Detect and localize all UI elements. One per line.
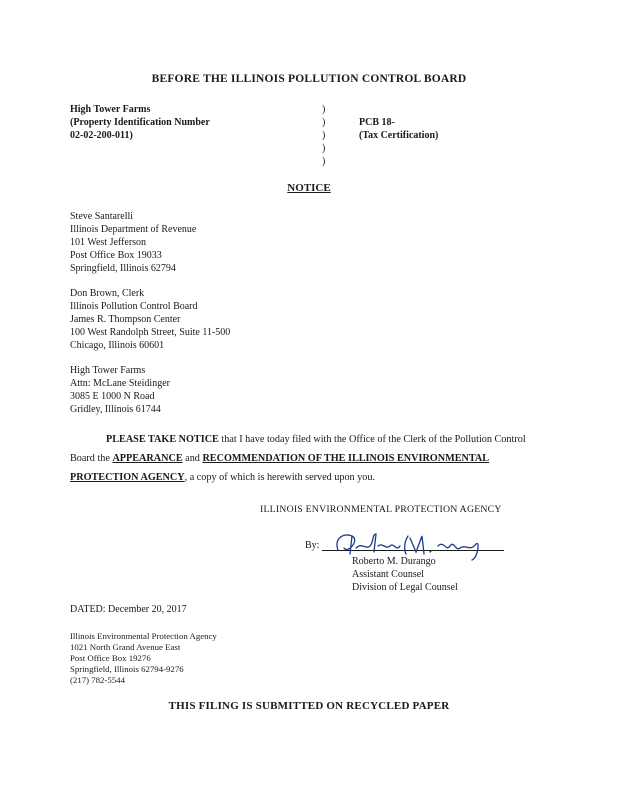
- caption-parens: [322, 103, 325, 168]
- address-line: Illinois Pollution Control Board: [70, 301, 198, 312]
- notice-lead: PLEASE TAKE NOTICE: [106, 434, 219, 445]
- notice-text: that I have today filed with the Office of the Clerk of the Pollution Control Board the: [70, 434, 526, 464]
- paren: ): [322, 130, 326, 141]
- address-line: Illinois Environmental Protection Agency: [70, 631, 217, 641]
- recycled-paper-footer: THIS FILING IS SUBMITTED ON RECYCLED PAPER: [168, 700, 450, 712]
- recipient-block: [70, 287, 230, 352]
- case-caption-left: [70, 103, 210, 142]
- case-caption-right: [359, 116, 438, 142]
- address-line: James R. Thompson Center: [70, 314, 181, 325]
- case-type: (Tax Certification): [359, 130, 439, 141]
- caption-line: (Property Identification Number: [70, 117, 210, 128]
- address-line: Illinois Department of Revenue: [70, 224, 197, 235]
- address-line: Steve Santarelli: [70, 211, 134, 222]
- address-line: Post Office Box 19276: [70, 653, 151, 663]
- recipient-block: [70, 210, 196, 275]
- address-line: Chicago, Illinois 60601: [70, 340, 165, 351]
- signatory-division: Division of Legal Counsel: [352, 582, 458, 593]
- address-line: Don Brown, Clerk: [70, 288, 145, 299]
- recommendation-doc: RECOMMENDATION OF THE ILLINOIS ENVIRONMENTAL PROTECTION AGENCY: [70, 453, 490, 483]
- address-line: 3085 E 1000 N Road: [70, 391, 155, 402]
- signatory-block: [352, 555, 458, 594]
- paren: ): [322, 104, 326, 115]
- agency-name: ILLINOIS ENVIRONMENTAL PROTECTION AGENCY: [260, 504, 502, 515]
- address-line: 100 West Randolph Street, Suite 11-500: [70, 327, 231, 338]
- agency-address-block: [70, 631, 217, 686]
- dated-line: DATED: December 20, 2017: [70, 604, 187, 615]
- address-line: High Tower Farms: [70, 365, 146, 376]
- paren: ): [322, 117, 326, 128]
- address-line: Springfield, Illinois 62794: [70, 263, 176, 274]
- document-title: BEFORE THE ILLINOIS POLLUTION CONTROL BOARD: [151, 73, 467, 85]
- address-line: (217) 782-5544: [70, 675, 125, 685]
- notice-text: , a copy of which is herewith served upon you.: [184, 472, 376, 483]
- signatory-name: Roberto M. Durango: [352, 556, 436, 567]
- recipient-block: [70, 364, 170, 416]
- signatory-role: Assistant Counsel: [352, 569, 424, 580]
- notice-heading: NOTICE: [287, 182, 331, 194]
- notice-paragraph: [70, 430, 540, 487]
- address-line: 1021 North Grand Avenue East: [70, 642, 181, 652]
- caption-line: 02-02-200-011): [70, 130, 133, 141]
- case-number: PCB 18-: [359, 117, 395, 128]
- by-label: By:: [305, 540, 320, 551]
- address-line: Attn: McLane Steidinger: [70, 378, 170, 389]
- notice-text: and: [182, 453, 203, 464]
- address-line: Gridley, Illinois 61744: [70, 404, 161, 415]
- address-line: Springfield, Illinois 62794-9276: [70, 664, 184, 674]
- paren: ): [322, 143, 326, 154]
- appearance-doc: APPEARANCE: [112, 453, 183, 464]
- address-line: 101 West Jefferson: [70, 237, 147, 248]
- address-line: Post Office Box 19033: [70, 250, 162, 261]
- paren: ): [322, 156, 326, 167]
- caption-line: High Tower Farms: [70, 104, 151, 115]
